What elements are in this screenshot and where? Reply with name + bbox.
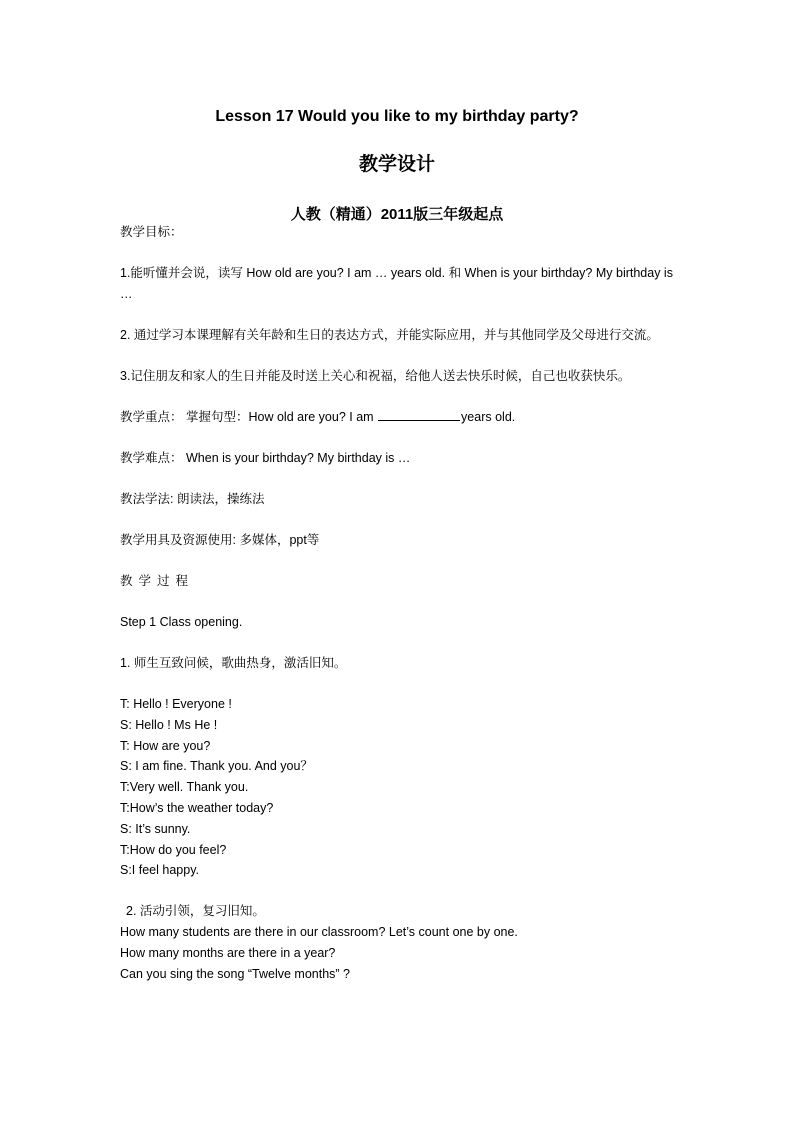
objective-2: 2. 通过学习本课理解有关年龄和生日的表达方式，并能实际应用，并与其他同学及父母进行交流。 — [120, 328, 659, 342]
lesson-title: Lesson 17 Would you like to my birthday party? — [215, 108, 579, 125]
dialog-line: S:I feel happy. — [120, 863, 199, 878]
dialog-line: T: Hello ! Everyone ! — [120, 697, 232, 711]
answer-blank — [378, 408, 460, 421]
greeting-dialog — [120, 694, 680, 881]
review-line: How many months are there in a year? — [120, 945, 336, 960]
key-point-label: 教学重点： — [120, 410, 183, 424]
objectives-heading: 教学目标： — [120, 225, 183, 239]
textbook-edition: 人教（精通）2011版三年级起点 — [290, 206, 504, 223]
dialog-line: S: It’s sunny. — [120, 821, 191, 836]
difficulty — [120, 448, 680, 469]
dialog-line: T:Very well. Thank you. — [120, 780, 249, 795]
dialog-line: T:How do you feel? — [120, 842, 227, 857]
review-line: How many students are there in our classroom? Let’s count one by one. — [120, 925, 518, 940]
dialog-line: S: I am fine. Thank you. And you？ — [120, 759, 313, 774]
key-point — [120, 407, 680, 428]
teaching-methods: 教法学法: 朗读法，操练法 — [120, 492, 265, 506]
step1-item-1: 1. 师生互致问候，歌曲热身，激活旧知。 — [120, 656, 347, 670]
review-line: Can you sing the song “Twelve months” ? — [120, 966, 350, 981]
key-point-text: 掌握句型：How old are you? I am — [186, 410, 374, 424]
process-heading: 教学过程 — [120, 574, 195, 588]
dialog-line: T:How’s the weather today? — [120, 800, 274, 815]
difficulty-text: When is your birthday? My birthday is … — [186, 451, 411, 465]
document-subtitle: 教学设计 — [358, 154, 435, 175]
step1-item-2: 2. 活动引领，复习旧知。 — [126, 904, 265, 919]
teaching-resources: 教学用具及资源使用: 多媒体，ppt等 — [120, 533, 320, 547]
key-point-suffix: years old. — [461, 410, 516, 424]
dialog-line: T: How are you? — [120, 738, 211, 753]
objective-3: 3.记住朋友和家人的生日并能及时送上关心和祝福，给他人送去快乐时候，自己也收获快乐。 — [120, 369, 631, 383]
lesson-content — [120, 222, 680, 985]
difficulty-label: 教学难点： — [120, 451, 183, 465]
review-questions — [120, 922, 680, 984]
dialog-line: S: Hello ! Ms He ! — [120, 717, 218, 732]
objective-1: 1.能听懂并会说，读写 How old are you? I am … years old. 和 When is your birthday? My birthday is … — [120, 266, 673, 301]
step1-heading: Step 1 Class opening. — [120, 615, 243, 629]
